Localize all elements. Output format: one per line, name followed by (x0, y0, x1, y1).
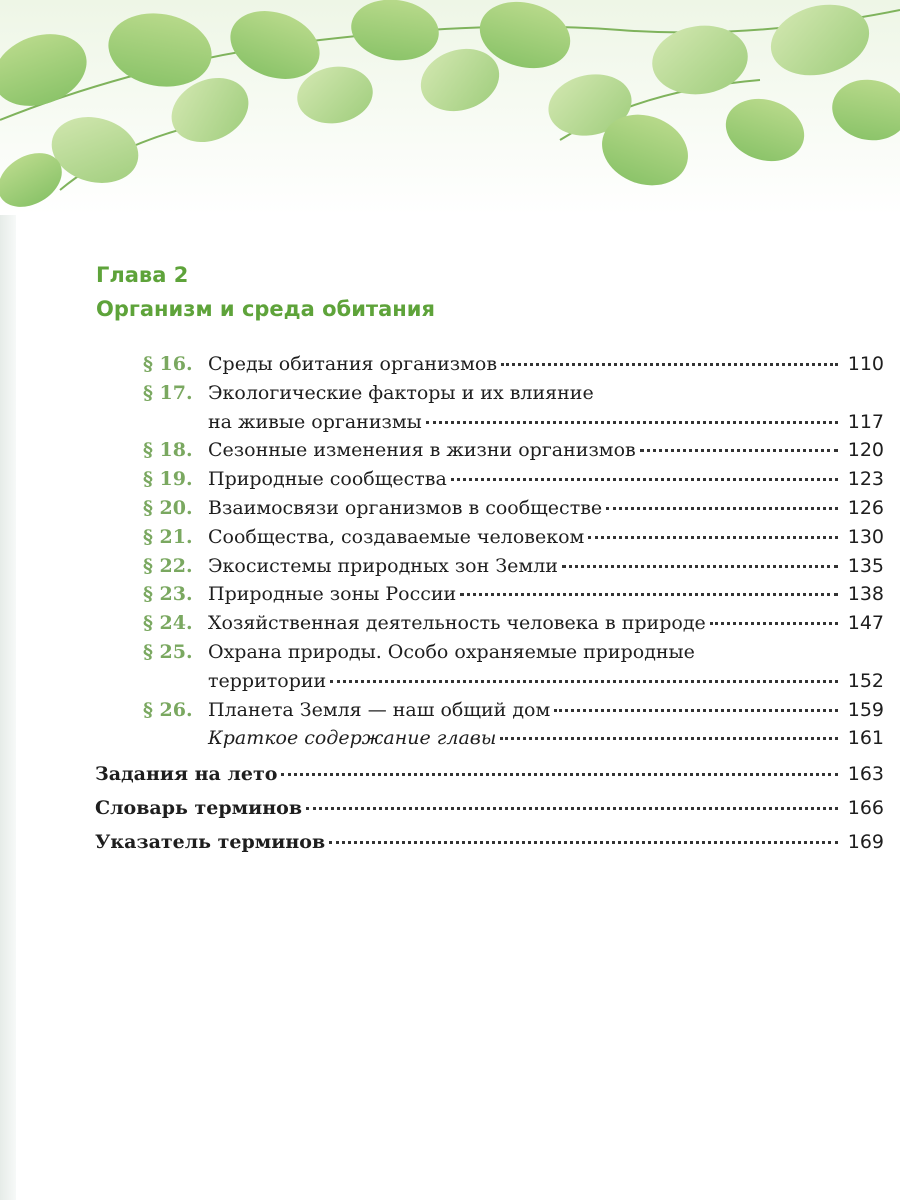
leader-dots (306, 807, 838, 810)
page-number: 163 (847, 763, 884, 785)
chapter-number: Глава 2 (96, 263, 189, 287)
leader-dots (562, 565, 838, 568)
section-title: Природные зоны России (208, 583, 457, 606)
toc-entry[interactable] (0, 436, 900, 465)
page-number: 117 (847, 410, 884, 433)
section-title: Планета Земля — наш общий дом (208, 698, 551, 721)
section-title: Хозяйственная деятельность человека в природе (208, 612, 706, 635)
section-title: Охрана природы. Особо охраняемые природные (208, 640, 695, 663)
toc-entry[interactable] (0, 696, 900, 725)
section-number: § 21. (143, 525, 193, 548)
summary-title: Краткое содержание главы (208, 727, 497, 750)
toc-entry[interactable] (0, 552, 900, 581)
page-number: 159 (847, 698, 884, 721)
page-number: 138 (847, 583, 884, 606)
section-number: § 19. (143, 468, 193, 491)
section-title: Сообщества, создаваемые человеком (208, 525, 585, 548)
chapter-title: Организм и среда обитания (96, 297, 435, 321)
section-number: § 23. (143, 583, 193, 606)
appendix-entry[interactable] (0, 760, 900, 794)
section-number: § 16. (143, 353, 193, 375)
leader-dots (451, 478, 838, 481)
toc-entry[interactable] (0, 494, 900, 523)
page-number: 123 (847, 468, 884, 491)
page-number: 120 (847, 439, 884, 462)
page-number: 161 (847, 727, 884, 750)
section-number: § 26. (143, 698, 193, 721)
appendix-title: Задания на лето (95, 763, 278, 785)
table-of-contents (0, 350, 900, 753)
toc-entry-continuation[interactable] (0, 408, 900, 437)
leaves-illustration (0, 0, 900, 215)
section-title: Экологические факторы и их влияние (208, 381, 594, 404)
leader-dots (281, 773, 838, 776)
toc-entry-continuation[interactable] (0, 667, 900, 696)
toc-entry[interactable] (0, 379, 900, 408)
leader-dots (460, 593, 838, 596)
section-title: Экосистемы природных зон Земли (208, 554, 558, 577)
leader-dots (329, 841, 838, 844)
page-number: 166 (847, 797, 884, 819)
leader-dots (501, 363, 838, 366)
appendix-entry[interactable] (0, 828, 900, 862)
section-title: Природные сообщества (208, 468, 447, 491)
page-number: 130 (847, 525, 884, 548)
toc-entry[interactable] (0, 609, 900, 638)
appendix-title: Словарь терминов (95, 797, 303, 819)
section-number: § 22. (143, 554, 193, 577)
appendix-list (0, 760, 900, 862)
page-number: 152 (847, 669, 884, 692)
section-title: Среды обитания организмов (208, 353, 498, 375)
toc-entry[interactable] (0, 580, 900, 609)
leader-dots (330, 680, 838, 683)
chapter-heading (96, 258, 435, 326)
section-number: § 24. (143, 612, 193, 635)
appendix-title: Указатель терминов (95, 831, 326, 853)
page-number: 147 (847, 612, 884, 635)
section-number: § 17. (143, 381, 193, 404)
leader-dots (588, 536, 838, 539)
appendix-entry[interactable] (0, 794, 900, 828)
section-number: § 20. (143, 496, 193, 519)
leader-dots (710, 622, 838, 625)
section-title-line2: территории (208, 669, 327, 692)
page-number: 135 (847, 554, 884, 577)
leader-dots (554, 709, 838, 712)
toc-entry[interactable] (0, 638, 900, 667)
toc-entry[interactable] (0, 350, 900, 379)
page-number: 110 (847, 353, 884, 375)
leader-dots (640, 449, 838, 452)
leader-dots (426, 421, 838, 424)
leader-dots (606, 507, 838, 510)
toc-entry[interactable] (0, 465, 900, 494)
toc-entry-summary[interactable] (0, 724, 900, 753)
toc-entry[interactable] (0, 523, 900, 552)
page-number: 126 (847, 496, 884, 519)
section-title: Взаимосвязи организмов в сообществе (208, 496, 603, 519)
page-number: 169 (847, 831, 884, 853)
section-title-line2: на живые организмы (208, 410, 422, 433)
section-title: Сезонные изменения в жизни организмов (208, 439, 636, 462)
section-number: § 18. (143, 439, 193, 462)
section-number: § 25. (143, 640, 193, 663)
leader-dots (500, 737, 838, 740)
